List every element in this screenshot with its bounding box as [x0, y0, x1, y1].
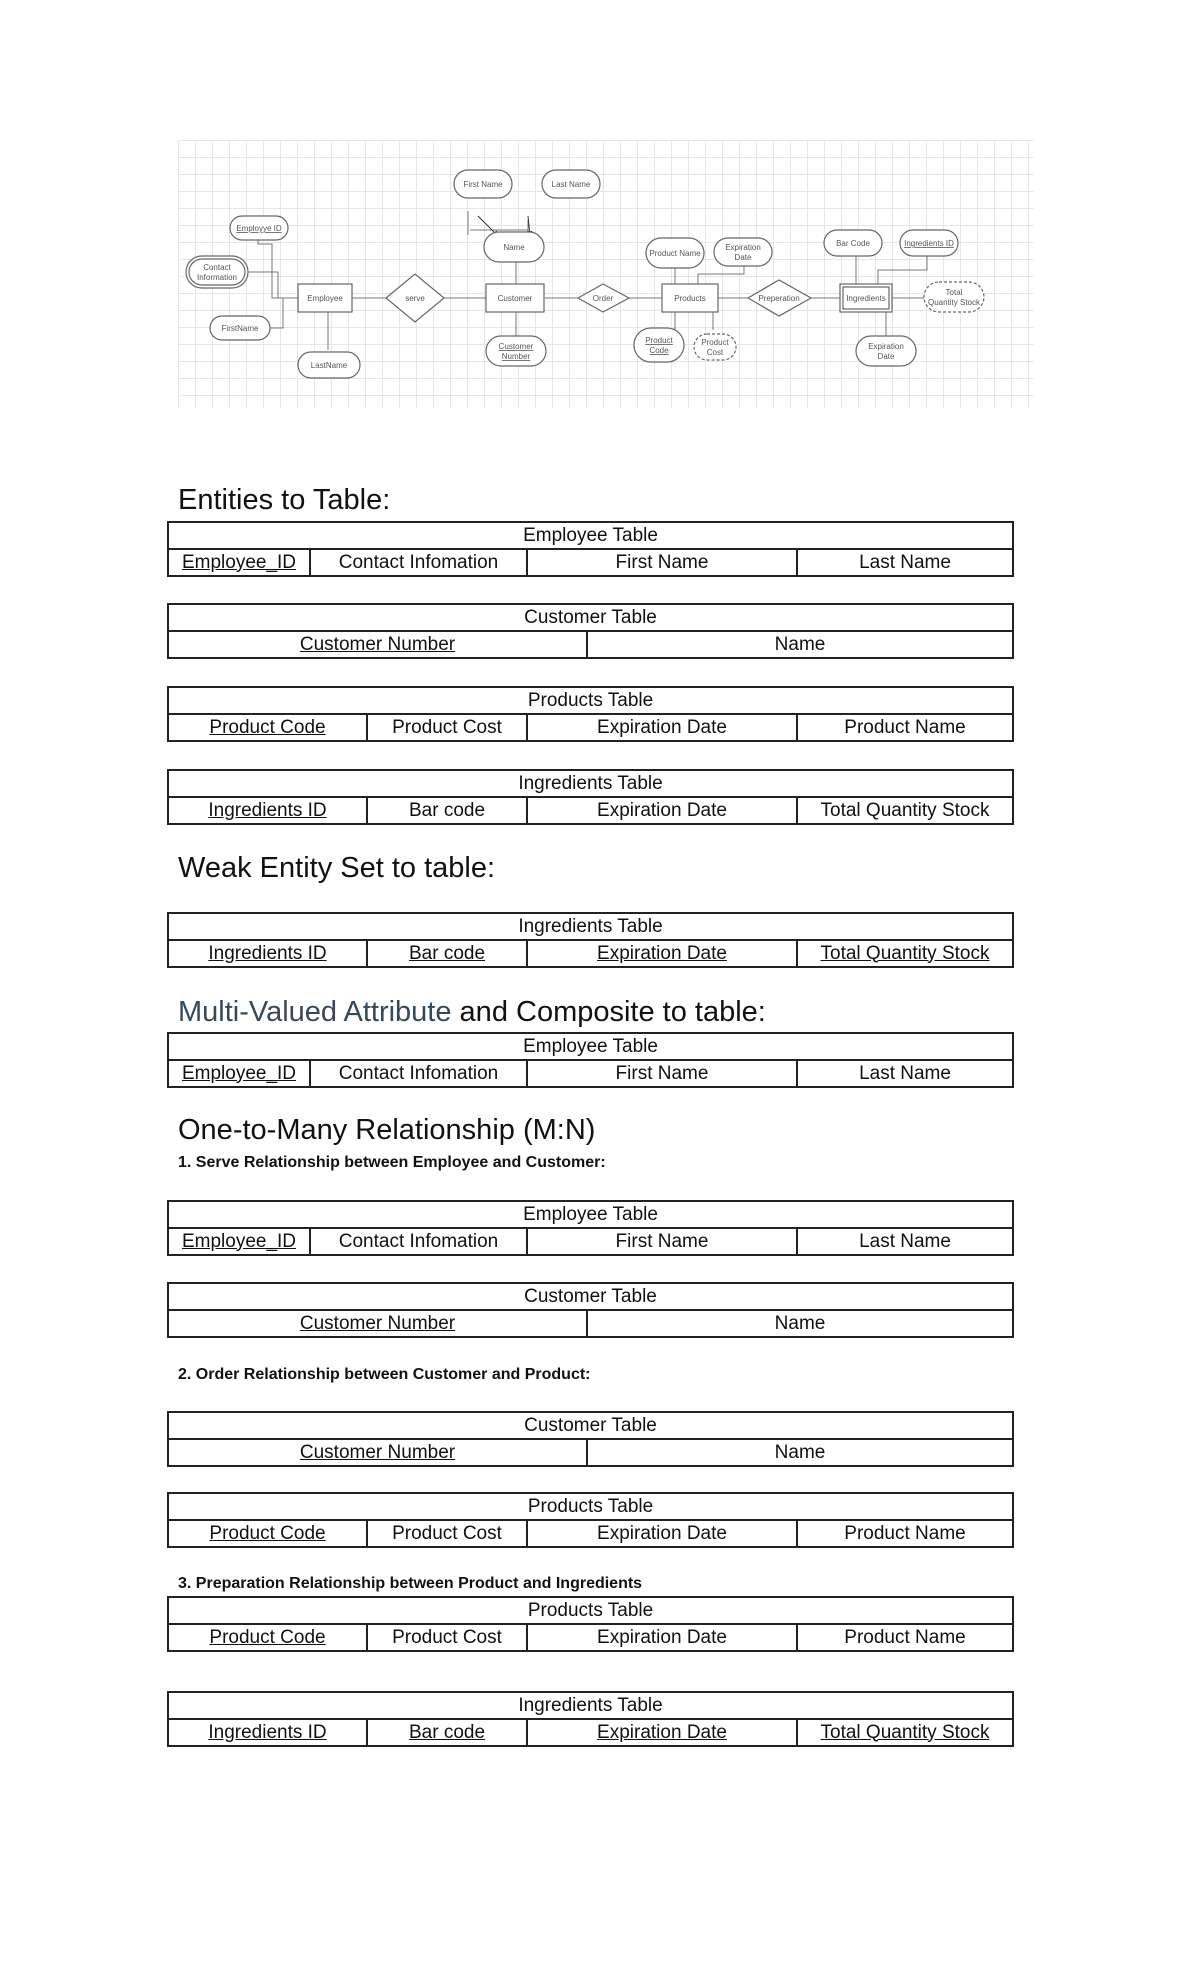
col-last-name: Last Name	[797, 1060, 1013, 1087]
col-ingredients-id: Ingredients ID	[168, 797, 367, 824]
table-title: Customer Table	[168, 604, 1013, 631]
col-product-name: Product Name	[797, 714, 1013, 741]
er-label-customer: Customer	[497, 294, 533, 303]
table-title: Employee Table	[168, 522, 1013, 549]
er-label-employee-id: Employye ID	[236, 224, 282, 233]
table-title: Ingredients Table	[168, 770, 1013, 797]
er-diagram-svg	[178, 140, 1034, 408]
er-label-ing-expiration-1: Expiration	[868, 342, 904, 351]
er-label-preperation: Preperation	[758, 294, 800, 303]
col-expiration-date: Expiration Date	[527, 1520, 797, 1547]
col-contact: Contact Infomation	[310, 1228, 527, 1255]
table-title: Employee Table	[168, 1201, 1013, 1228]
table-title: Products Table	[168, 687, 1013, 714]
er-label-products: Products	[674, 294, 706, 303]
subhead-serve: 1. Serve Relationship between Employee and Customer:	[178, 1154, 606, 1171]
table-title: Ingredients Table	[168, 913, 1013, 940]
employee-table-serve	[167, 1200, 1014, 1256]
er-label-customer-number-1: Customer	[498, 342, 534, 351]
col-employee-id: Employee_ID	[168, 549, 310, 576]
er-label-serve: serve	[405, 294, 425, 303]
er-label-lastname: LastName	[310, 361, 348, 370]
col-first-name: First Name	[527, 549, 797, 576]
col-product-cost: Product Cost	[367, 714, 527, 741]
er-total-stock	[924, 282, 984, 312]
col-employee-id: Employee_ID	[168, 1228, 310, 1255]
table-title: Customer Table	[168, 1412, 1013, 1439]
col-bar-code: Bar code	[367, 940, 527, 967]
er-label-firstname: FirstName	[221, 324, 259, 333]
col-first-name: First Name	[527, 1060, 797, 1087]
heading-entities: Entities to Table:	[178, 484, 391, 516]
er-label-product-code-1: Product	[645, 336, 673, 345]
ingredients-table-prep	[167, 1691, 1014, 1747]
heading-multi-rest: and Composite to table:	[451, 996, 766, 1028]
col-name: Name	[587, 631, 1013, 658]
customer-table-1	[167, 603, 1014, 659]
customer-table-order	[167, 1411, 1014, 1467]
er-label-last-name: Last Name	[551, 180, 591, 189]
table-title: Ingredients Table	[168, 1692, 1013, 1719]
col-employee-id: Employee_ID	[168, 1060, 310, 1087]
table-title: Products Table	[168, 1597, 1013, 1624]
er-label-contact-2: Information	[196, 273, 238, 282]
col-product-name: Product Name	[797, 1624, 1013, 1651]
er-label-product-cost-2: Cost	[706, 348, 724, 357]
col-bar-code: Bar code	[367, 1719, 527, 1746]
subhead-order: 2. Order Relationship between Customer and Product:	[178, 1366, 591, 1383]
heading-weak-entity: Weak Entity Set to table:	[178, 852, 496, 884]
heading-multi-valued	[178, 996, 766, 1029]
col-product-code: Product Code	[168, 1624, 367, 1651]
ingredients-table-weak	[167, 912, 1014, 968]
er-label-order: Order	[592, 294, 614, 303]
col-ingredients-id: Ingredients ID	[168, 940, 367, 967]
er-label-name: Name	[503, 243, 525, 252]
col-total-stock: Total Quantity Stock	[797, 940, 1013, 967]
col-customer-number: Customer Number	[168, 1310, 587, 1337]
subhead-preparation: 3. Preparation Relationship between Product and Ingredients	[178, 1575, 643, 1592]
col-name: Name	[587, 1439, 1013, 1466]
col-last-name: Last Name	[797, 1228, 1013, 1255]
col-expiration-date: Expiration Date	[527, 714, 797, 741]
col-expiration-date: Expiration Date	[527, 1624, 797, 1651]
customer-table-serve	[167, 1282, 1014, 1338]
col-product-code: Product Code	[168, 714, 367, 741]
ingredients-table-1	[167, 769, 1014, 825]
er-customer-number	[486, 336, 546, 366]
products-table-1	[167, 686, 1014, 742]
employee-table-multi	[167, 1032, 1014, 1088]
er-label-expiration-2: Date	[734, 253, 752, 262]
heading-multi-accent: Multi-Valued Attribute	[178, 996, 452, 1028]
col-product-cost: Product Cost	[367, 1624, 527, 1651]
er-diagram	[178, 140, 1034, 408]
col-customer-number: Customer Number	[168, 631, 587, 658]
products-table-prep	[167, 1596, 1014, 1652]
er-label-product-cost-1: Product	[701, 338, 729, 347]
er-label-total-stock-1: Total	[945, 288, 963, 297]
col-product-code: Product Code	[168, 1520, 367, 1547]
col-customer-number: Customer Number	[168, 1439, 587, 1466]
col-product-name: Product Name	[797, 1520, 1013, 1547]
col-contact: Contact Infomation	[310, 1060, 527, 1087]
er-product-code	[634, 328, 684, 362]
er-label-first-name: First Name	[463, 180, 503, 189]
col-expiration-date: Expiration Date	[527, 1719, 797, 1746]
er-label-ingredients: Ingredients	[846, 294, 886, 303]
col-total-stock: Total Quantity Stock	[797, 1719, 1013, 1746]
col-first-name: First Name	[527, 1228, 797, 1255]
col-name: Name	[587, 1310, 1013, 1337]
table-title: Customer Table	[168, 1283, 1013, 1310]
col-expiration-date: Expiration Date	[527, 797, 797, 824]
er-label-product-code-2: Code	[649, 346, 669, 355]
col-last-name: Last Name	[797, 549, 1013, 576]
employee-table-1	[167, 521, 1014, 577]
er-label-product-name: Product Name	[649, 249, 701, 258]
er-label-ingredients-id: Ingredients ID	[904, 239, 954, 248]
er-label-contact-1: Contact	[203, 263, 231, 272]
heading-one-to-many: One-to-Many Relationship (M:N)	[178, 1114, 596, 1146]
er-label-expiration-1: Expiration	[725, 243, 761, 252]
products-table-order	[167, 1492, 1014, 1548]
col-bar-code: Bar code	[367, 797, 527, 824]
er-label-bar-code: Bar Code	[836, 239, 870, 248]
col-product-cost: Product Cost	[367, 1520, 527, 1547]
table-title: Employee Table	[168, 1033, 1013, 1060]
er-label-customer-number-2: Number	[501, 352, 531, 361]
col-contact: Contact Infomation	[310, 549, 527, 576]
col-ingredients-id: Ingredients ID	[168, 1719, 367, 1746]
table-title: Products Table	[168, 1493, 1013, 1520]
er-label-total-stock-2: Quantity Stock	[927, 298, 981, 307]
er-label-employee: Employee	[307, 294, 343, 303]
col-expiration-date: Expiration Date	[527, 940, 797, 967]
er-label-ing-expiration-2: Date	[877, 352, 895, 361]
er-ingredients-expiration	[856, 336, 916, 366]
col-total-stock: Total Quantity Stock	[797, 797, 1013, 824]
